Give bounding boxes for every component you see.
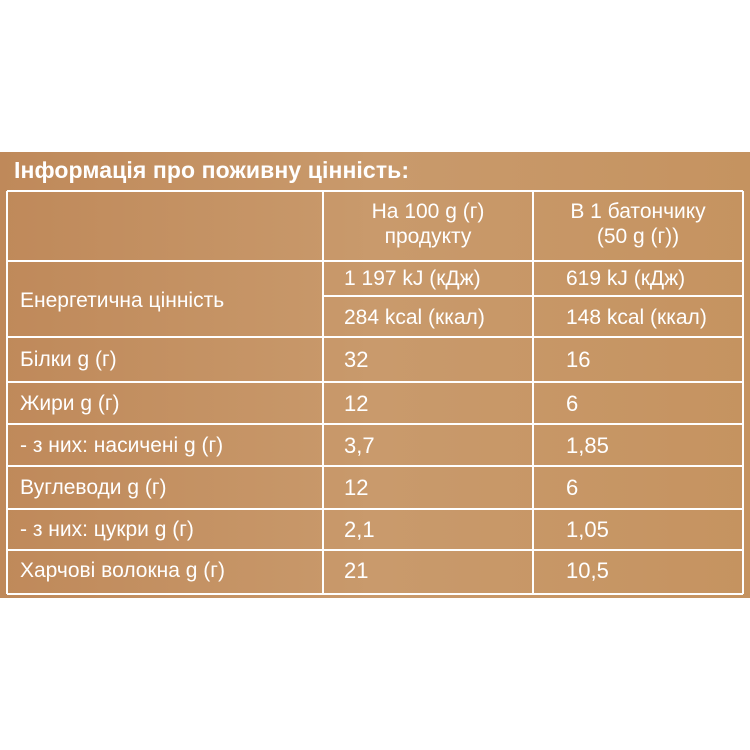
energy-per100-kcal: 284 kcal (ккал) <box>344 306 485 329</box>
header-per100 <box>323 199 533 249</box>
row-sugars-perbar: 1,05 <box>566 517 609 542</box>
row-saturated-label: - з них: насичені g (г) <box>20 434 224 457</box>
header-perbar-line2: (50 g (г)) <box>596 225 680 248</box>
energy-perbar-kcal: 148 kcal (ккал) <box>566 306 707 329</box>
row-saturated-perbar: 1,85 <box>566 433 609 458</box>
row-sugars-label: - з них: цукри g (г) <box>20 518 194 541</box>
row-carbs-perbar: 6 <box>566 475 579 500</box>
row-sugars-per100: 2,1 <box>344 517 375 542</box>
row-carbs-label: Вуглеводи g (г) <box>20 476 167 499</box>
header-perbar <box>533 199 743 249</box>
energy-label: Енергетична цінність <box>20 289 225 312</box>
header-perbar-line1: В 1 батончику <box>570 200 706 223</box>
row-fiber-label: Харчові волокна g (г) <box>20 559 225 582</box>
row-fat-perbar: 6 <box>566 391 579 416</box>
row-fat-per100: 12 <box>344 391 369 416</box>
row-protein-label: Білки g (г) <box>20 348 117 371</box>
row-fat-label: Жири g (г) <box>20 392 120 415</box>
energy-per100-kj: 1 197 kJ (кДж) <box>344 267 481 290</box>
header-per100-line2: продукту <box>384 225 472 248</box>
energy-perbar-kj: 619 kJ (кДж) <box>566 267 686 290</box>
nutrition-title: Інформація про поживну цінність: <box>14 157 410 183</box>
row-protein-perbar: 16 <box>566 347 591 372</box>
row-fiber-perbar: 10,5 <box>566 558 609 583</box>
row-carbs-per100: 12 <box>344 475 369 500</box>
row-fiber-per100: 21 <box>344 558 369 583</box>
nutrition-panel <box>0 152 750 598</box>
row-saturated-per100: 3,7 <box>344 433 375 458</box>
row-protein-per100: 32 <box>344 347 369 372</box>
header-per100-line1: На 100 g (г) <box>371 200 485 223</box>
